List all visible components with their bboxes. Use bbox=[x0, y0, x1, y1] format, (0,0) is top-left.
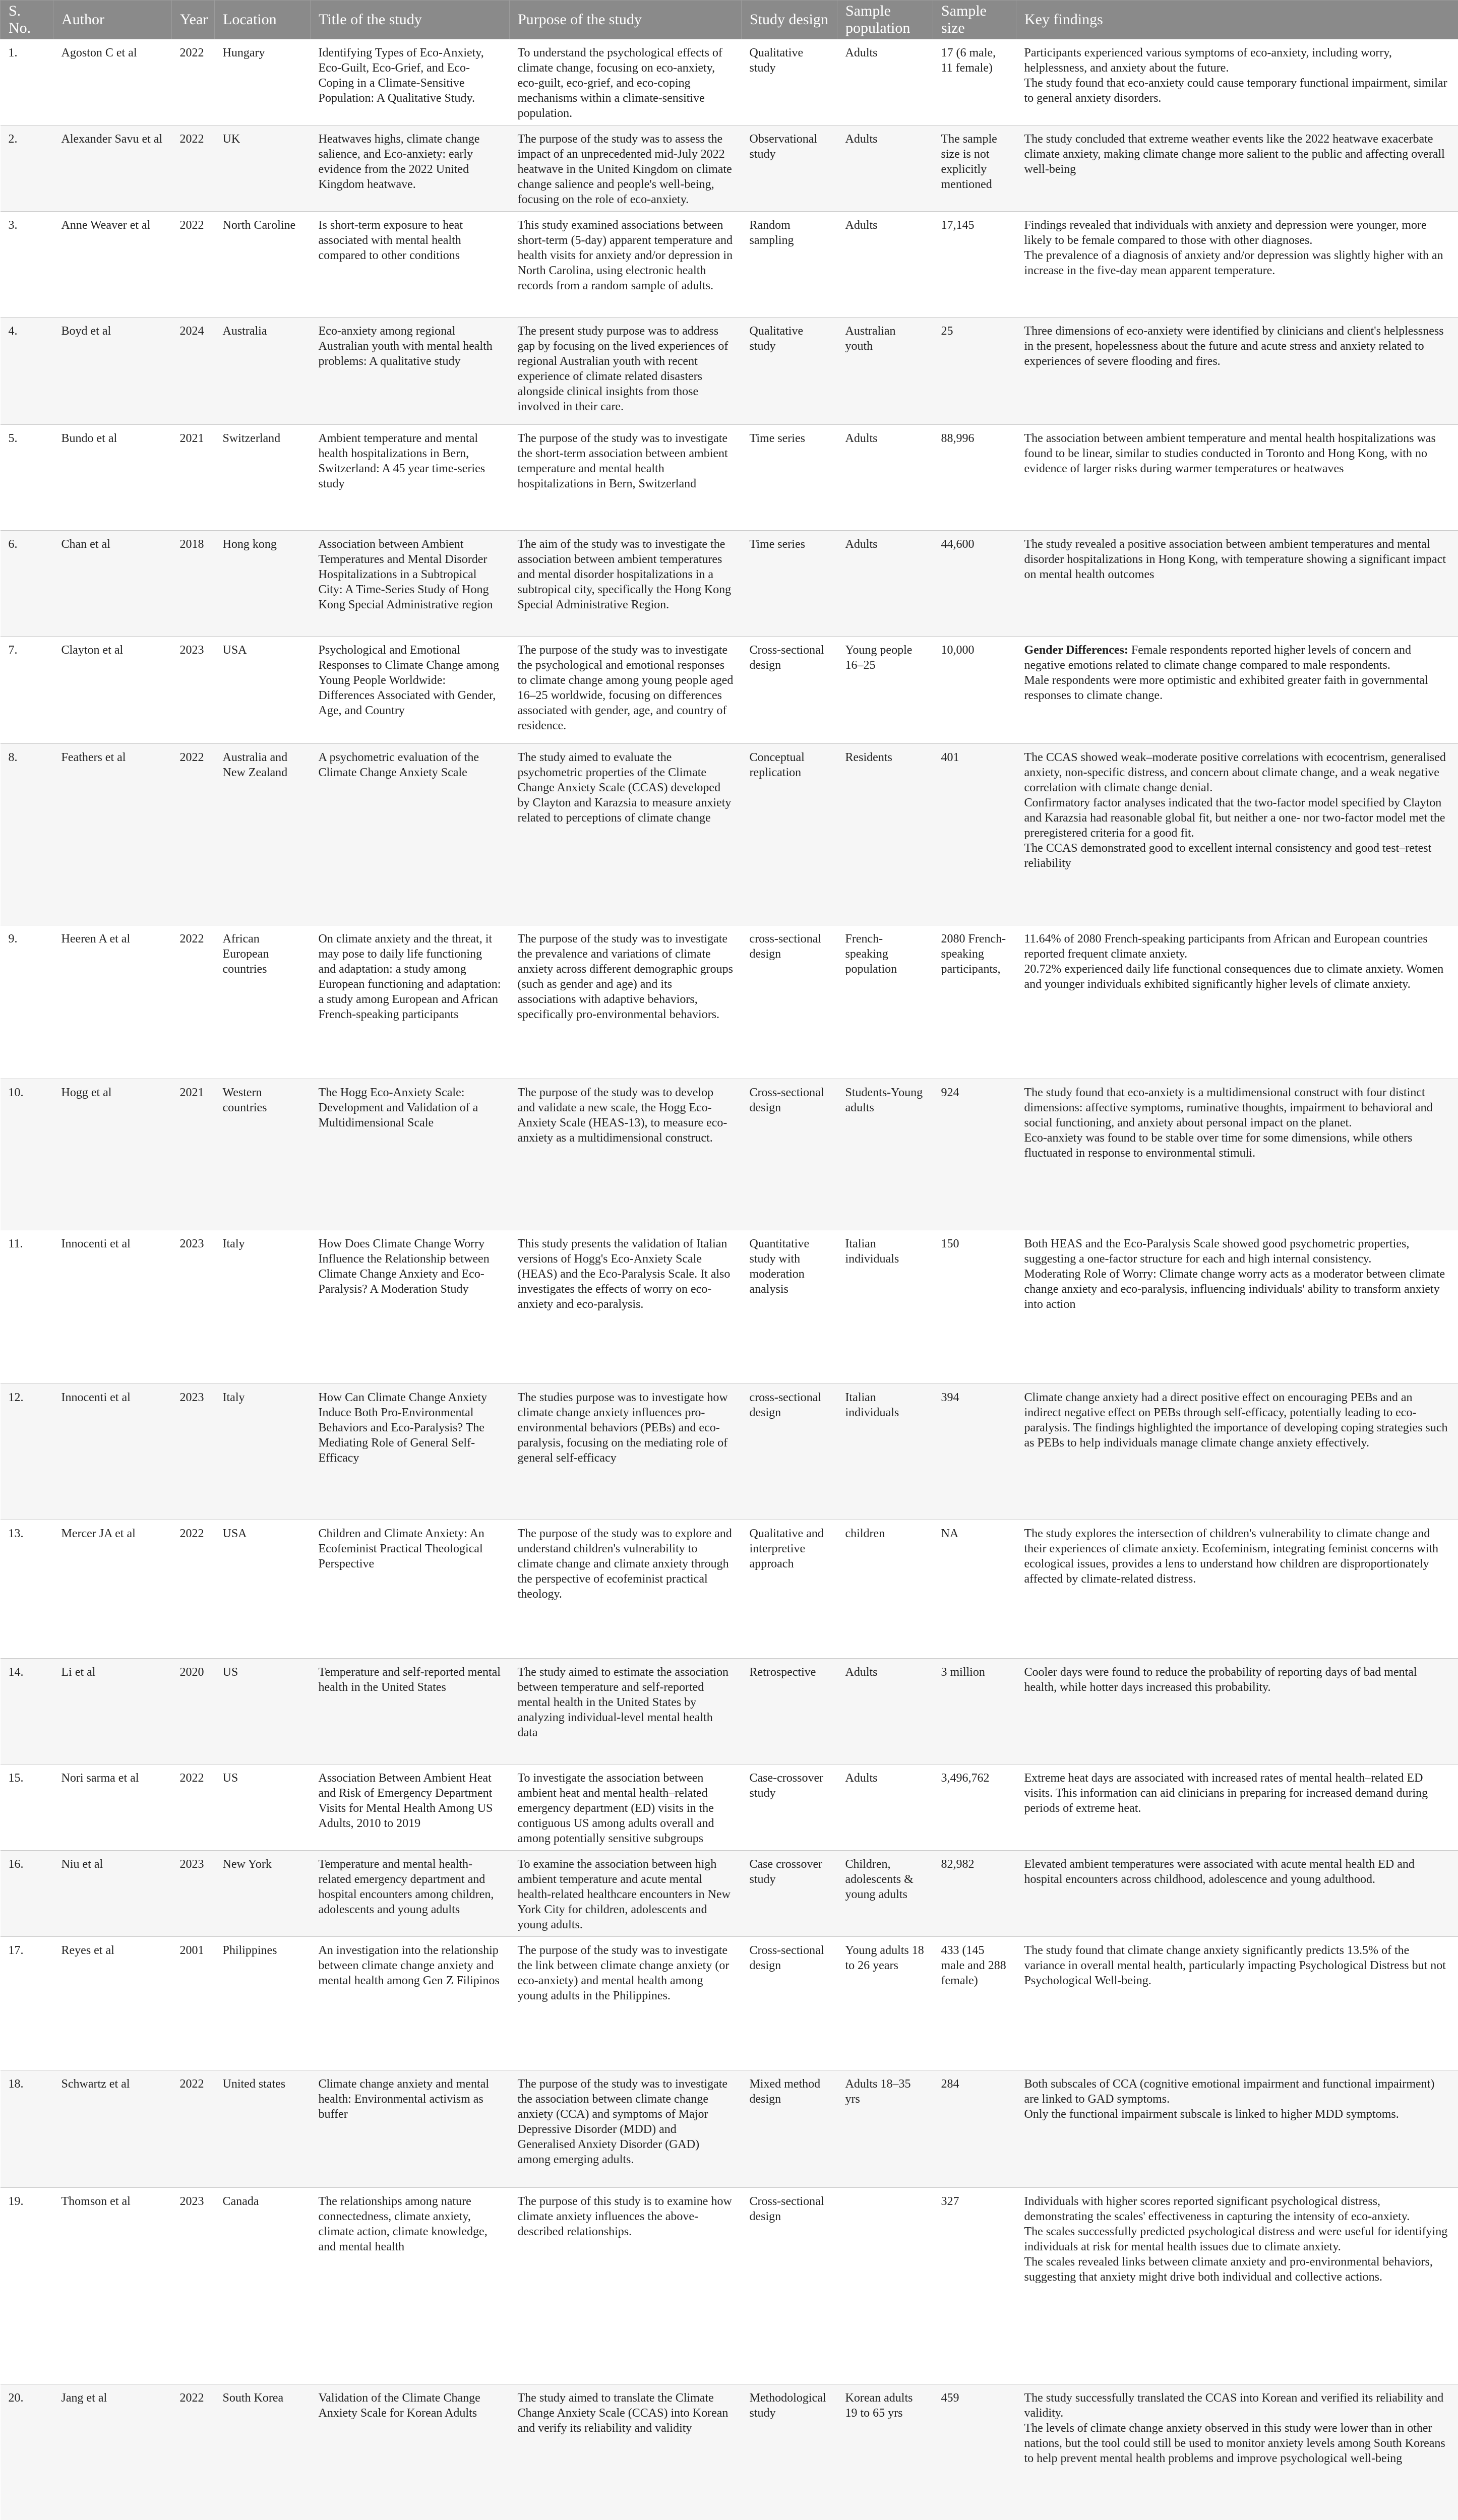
finding-text: The study concluded that extreme weather events like the 2022 heatwave exacerbate climate anxiety, making climate change more salient to the public and affecting overall well-being bbox=[1024, 133, 1445, 176]
cell-title: Association Between Ambient Heat and Risk of Emergency Department Visits for Mental Health Among US Adults, 2010 to 2019 bbox=[311, 1765, 510, 1851]
table-row bbox=[1, 531, 1458, 637]
cell-title: How Does Climate Change Worry Influence the Relationship between Climate Change Anxiety and Eco-Paralysis? A Moderation Study bbox=[311, 1230, 510, 1384]
cell-purpose: The purpose of the study was to explore and understand children's vulnerability to climate change and climate anxiety through the perspective of ecofeminist practical theology. bbox=[510, 1520, 742, 1659]
cell-purpose: The study aimed to evaluate the psychometric properties of the Climate Change Anxiety Scale (CCAS) developed by Clayton and Karazsia to measure anxiety related to perceptions of climate change bbox=[510, 744, 742, 925]
header-population: Sample population bbox=[837, 1, 933, 39]
cell-purpose: The purpose of the study was to investigate the psychological and emotional responses to climate change among young people aged 16–25 worldwide, focusing on differences associated with gender, age, and country of residence. bbox=[510, 637, 742, 744]
finding-text: 11.64% of 2080 French-speaking participants from African and European countries reported frequent climate anxiety. bbox=[1024, 932, 1428, 961]
cell-size: 10,000 bbox=[933, 637, 1016, 744]
cell-sno: 4. bbox=[1, 318, 53, 425]
cell-sno: 2. bbox=[1, 125, 53, 212]
cell-sno: 5. bbox=[1, 425, 53, 531]
cell-population: Young people 16–25 bbox=[837, 637, 933, 744]
finding-text: Participants experienced various symptoms of eco-anxiety, including worry, helplessness, and anxiety about the future. bbox=[1024, 46, 1392, 75]
cell-population bbox=[837, 2188, 933, 2384]
cell-design: Random sampling bbox=[742, 212, 837, 318]
cell-sno: 3. bbox=[1, 212, 53, 318]
cell-size: 17,145 bbox=[933, 212, 1016, 318]
cell-location: New York bbox=[215, 1851, 311, 1937]
cell-design: Case crossover study bbox=[742, 1851, 837, 1937]
cell-size: 82,982 bbox=[933, 1851, 1016, 1937]
cell-findings bbox=[1016, 744, 1458, 925]
cell-population: Adults bbox=[837, 1659, 933, 1765]
cell-author: Li et al bbox=[53, 1659, 172, 1765]
cell-location: United states bbox=[215, 2070, 311, 2188]
cell-design: Case-crossover study bbox=[742, 1765, 837, 1851]
cell-year: 2023 bbox=[172, 1384, 215, 1520]
cell-purpose: The purpose of the study was to investigate the association between climate change anxiety (CCA) and symptoms of Major Depressive Disorder (MDD) and Generalised Anxiety Disorder (GAD) among emerging adults. bbox=[510, 2070, 742, 2188]
cell-title: Is short-term exposure to heat associated with mental health compared to other conditions bbox=[311, 212, 510, 318]
cell-author: Innocenti et al bbox=[53, 1230, 172, 1384]
header-purpose: Purpose of the study bbox=[510, 1, 742, 39]
cell-population: Italian individuals bbox=[837, 1230, 933, 1384]
cell-title: Climate change anxiety and mental health: Environmental activism as buffer bbox=[311, 2070, 510, 2188]
header-location: Location bbox=[215, 1, 311, 39]
cell-size: 25 bbox=[933, 318, 1016, 425]
cell-location: South Korea bbox=[215, 2384, 311, 2520]
cell-size: 88,996 bbox=[933, 425, 1016, 531]
table-row bbox=[1, 39, 1458, 125]
cell-author: Innocenti et al bbox=[53, 1384, 172, 1520]
table-row bbox=[1, 318, 1458, 425]
table-row bbox=[1, 744, 1458, 925]
table-row bbox=[1, 425, 1458, 531]
cell-title: Identifying Types of Eco-Anxiety, Eco-Guilt, Eco-Grief, and Eco-Coping in a Climate-Sensitive Population: A Qualitative Study. bbox=[311, 39, 510, 125]
cell-author: Clayton et al bbox=[53, 637, 172, 744]
cell-size: The sample size is not explicitly mentioned bbox=[933, 125, 1016, 212]
finding-text: Three dimensions of eco-anxiety were identified by clinicians and client's helplessness in the present, hopelessness about the future and acute stress and anxiety related to experiences of severe flooding and fires. bbox=[1024, 325, 1444, 368]
cell-year: 2001 bbox=[172, 1937, 215, 2070]
table-row bbox=[1, 1937, 1458, 2070]
table-row bbox=[1, 1659, 1458, 1765]
cell-size: 459 bbox=[933, 2384, 1016, 2520]
cell-size: 3,496,762 bbox=[933, 1765, 1016, 1851]
cell-population: Children, adolescents & young adults bbox=[837, 1851, 933, 1937]
cell-title: An investigation into the relationship between climate change anxiety and mental health among Gen Z Filipinos bbox=[311, 1937, 510, 2070]
header-title: Title of the study bbox=[311, 1, 510, 39]
header-year: Year bbox=[172, 1, 215, 39]
cell-design: Quantitative study with moderation analysis bbox=[742, 1230, 837, 1384]
cell-author: Heeren A et al bbox=[53, 925, 172, 1079]
cell-location: Italy bbox=[215, 1384, 311, 1520]
cell-title: On climate anxiety and the threat, it may pose to daily life functioning and adaptation: a study among European functioning and adaptation: a study among European and African French-speaking participants bbox=[311, 925, 510, 1079]
cell-population: Adults bbox=[837, 531, 933, 637]
cell-author: Alexander Savu et al bbox=[53, 125, 172, 212]
cell-location: US bbox=[215, 1659, 311, 1765]
cell-sno: 9. bbox=[1, 925, 53, 1079]
cell-findings bbox=[1016, 212, 1458, 318]
table-row bbox=[1, 212, 1458, 318]
cell-year: 2023 bbox=[172, 2188, 215, 2384]
cell-year: 2020 bbox=[172, 1659, 215, 1765]
table-row bbox=[1, 1230, 1458, 1384]
cell-author: Niu et al bbox=[53, 1851, 172, 1937]
cell-purpose: This study presents the validation of Italian versions of Hogg's Eco-Anxiety Scale (HEAS) and the Eco-Paralysis Scale. It also investigates the effects of worry on eco-anxiety and eco-paralysis. bbox=[510, 1230, 742, 1384]
cell-title: Validation of the Climate Change Anxiety Scale for Korean Adults bbox=[311, 2384, 510, 2520]
cell-design: Cross-sectional design bbox=[742, 1079, 837, 1230]
cell-purpose: The purpose of this study is to examine how climate anxiety influences the above-described relationships. bbox=[510, 2188, 742, 2384]
cell-title: Ambient temperature and mental health hospitalizations in Bern, Switzerland: A 45 year time-series study bbox=[311, 425, 510, 531]
finding-text: Female respondents reported higher levels of concern and negative emotions related to climate change compared to male respondents. bbox=[1024, 644, 1412, 672]
cell-findings bbox=[1016, 1765, 1458, 1851]
cell-year: 2024 bbox=[172, 318, 215, 425]
cell-location: US bbox=[215, 1765, 311, 1851]
cell-findings bbox=[1016, 318, 1458, 425]
finding-text: Elevated ambient temperatures were associated with acute mental health ED and hospital encounters across childhood, adolescence and young adulthood. bbox=[1024, 1858, 1415, 1886]
cell-findings bbox=[1016, 2188, 1458, 2384]
cell-size: 44,600 bbox=[933, 531, 1016, 637]
finding-lead: Gender Differences: bbox=[1024, 644, 1128, 657]
table-row bbox=[1, 125, 1458, 212]
finding-text: The study successfully translated the CCAS into Korean and verified its reliability and validity. bbox=[1024, 2391, 1444, 2420]
cell-purpose: To examine the association between high ambient temperature and acute mental health-related healthcare encounters in New York City for children, adolescents and young adults. bbox=[510, 1851, 742, 1937]
cell-design: Cross-sectional design bbox=[742, 637, 837, 744]
cell-year: 2018 bbox=[172, 531, 215, 637]
finding-text: Both subscales of CCA (cognitive emotional impairment and functional impairment) are linked to GAD symptoms. bbox=[1024, 2077, 1435, 2106]
cell-author: Jang et al bbox=[53, 2384, 172, 2520]
cell-purpose: The purpose of the study was to investigate the short-term association between ambient temperature and mental health hospitalizations in Bern, Switzerland bbox=[510, 425, 742, 531]
cell-title: A psychometric evaluation of the Climate Change Anxiety Scale bbox=[311, 744, 510, 925]
cell-findings bbox=[1016, 39, 1458, 125]
finding-text: The scales revealed links between climate anxiety and pro-environmental behaviors, suggesting that anxiety might drive both individual and collective actions. bbox=[1024, 2255, 1433, 2284]
finding-text: Climate change anxiety had a direct positive effect on encouraging PEBs and an indirect negative effect on PEBs through self-efficacy, potentially leading to eco-paralysis. The findings highlighted the importance of developing coping strategies such as PEBs to help individuals manage climate change anxiety effectively. bbox=[1024, 1391, 1448, 1450]
cell-population: Korean adults 19 to 65 yrs bbox=[837, 2384, 933, 2520]
cell-sno: 18. bbox=[1, 2070, 53, 2188]
cell-sno: 10. bbox=[1, 1079, 53, 1230]
cell-location: Philippines bbox=[215, 1937, 311, 2070]
finding-text: 20.72% experienced daily life functional consequences due to climate anxiety. Women and younger individuals exhibited significantly higher levels of climate anxiety. bbox=[1024, 963, 1444, 991]
cell-findings bbox=[1016, 1384, 1458, 1520]
cell-findings bbox=[1016, 1659, 1458, 1765]
cell-sno: 19. bbox=[1, 2188, 53, 2384]
cell-size: 394 bbox=[933, 1384, 1016, 1520]
cell-location: Canada bbox=[215, 2188, 311, 2384]
cell-sno: 17. bbox=[1, 1937, 53, 2070]
cell-sno: 12. bbox=[1, 1384, 53, 1520]
cell-year: 2022 bbox=[172, 39, 215, 125]
finding-text: Both HEAS and the Eco-Paralysis Scale showed good psychometric properties, suggesting a one-factor structure for each and high internal consistency. bbox=[1024, 1237, 1410, 1266]
cell-size: NA bbox=[933, 1520, 1016, 1659]
cell-design: Time series bbox=[742, 425, 837, 531]
cell-population: French-speaking population bbox=[837, 925, 933, 1079]
cell-year: 2022 bbox=[172, 212, 215, 318]
cell-population: Adults bbox=[837, 1765, 933, 1851]
cell-author: Thomson et al bbox=[53, 2188, 172, 2384]
finding-text: The CCAS showed weak–moderate positive correlations with ecocentrism, generalised anxiety, non-specific distress, and concern about climate change, and a weak negative correlation with climate change denial. bbox=[1024, 751, 1446, 794]
cell-title: The relationships among nature connectedness, climate anxiety, climate action, climate knowledge, and mental health bbox=[311, 2188, 510, 2384]
cell-title: Temperature and mental health-related emergency department and hospital encounters among children, adolescents and young adults bbox=[311, 1851, 510, 1937]
cell-purpose: The purpose of the study was to investigate the prevalence and variations of climate anxiety across different demographic groups (such as gender and age) and its associations with adaptive behaviors, specifically pro-environmental behaviors. bbox=[510, 925, 742, 1079]
cell-author: Agoston C et al bbox=[53, 39, 172, 125]
header-row bbox=[1, 1, 1458, 39]
cell-author: Nori sarma et al bbox=[53, 1765, 172, 1851]
cell-size: 433 (145 male and 288 female) bbox=[933, 1937, 1016, 2070]
finding-text: The CCAS demonstrated good to excellent internal consistency and good test–retest reliability bbox=[1024, 842, 1432, 870]
cell-population: Adults bbox=[837, 125, 933, 212]
cell-design: Cross-sectional design bbox=[742, 1937, 837, 2070]
cell-size: 924 bbox=[933, 1079, 1016, 1230]
cell-findings bbox=[1016, 2384, 1458, 2520]
table-row bbox=[1, 1765, 1458, 1851]
finding-text: The study found that climate change anxiety significantly predicts 13.5% of the variance in overall mental health, particularly impacting Psychological Distress but not Psychological Well-being. bbox=[1024, 1944, 1446, 1987]
cell-findings bbox=[1016, 1937, 1458, 2070]
cell-sno: 20. bbox=[1, 2384, 53, 2520]
finding-text: Individuals with higher scores reported significant psychological distress, demonstrating the scales' effectiveness in capturing the intensity of eco-anxiety. bbox=[1024, 2195, 1410, 2223]
cell-findings bbox=[1016, 637, 1458, 744]
cell-sno: 7. bbox=[1, 637, 53, 744]
cell-year: 2022 bbox=[172, 2070, 215, 2188]
header-author: Author bbox=[53, 1, 172, 39]
cell-size: 2080 French-speaking participants, bbox=[933, 925, 1016, 1079]
cell-purpose: The study aimed to estimate the association between temperature and self-reported mental health in the United States by analyzing individual-level mental health data bbox=[510, 1659, 742, 1765]
cell-design: Observational study bbox=[742, 125, 837, 212]
cell-year: 2022 bbox=[172, 925, 215, 1079]
cell-size: 150 bbox=[933, 1230, 1016, 1384]
cell-findings bbox=[1016, 925, 1458, 1079]
cell-location: Hungary bbox=[215, 39, 311, 125]
cell-location: Switzerland bbox=[215, 425, 311, 531]
cell-author: Mercer JA et al bbox=[53, 1520, 172, 1659]
cell-author: Bundo et al bbox=[53, 425, 172, 531]
cell-sno: 8. bbox=[1, 744, 53, 925]
cell-year: 2023 bbox=[172, 637, 215, 744]
cell-title: Heatwaves highs, climate change salience, and Eco-anxiety: early evidence from the 2022 United Kingdom heatwave. bbox=[311, 125, 510, 212]
table-row bbox=[1, 2188, 1458, 2384]
cell-purpose: The purpose of the study was to assess the impact of an unprecedented mid-July 2022 heatwave in the United Kingdom on climate change salience and people's well-being, focusing on the role of eco-anxiety. bbox=[510, 125, 742, 212]
cell-size: 327 bbox=[933, 2188, 1016, 2384]
cell-purpose: To understand the psychological effects of climate change, focusing on eco-anxiety, eco-guilt, eco-grief, and eco-coping mechanisms within a climate-sensitive population. bbox=[510, 39, 742, 125]
finding-text: The study explores the intersection of children's vulnerability to climate change and their experiences of climate anxiety. Ecofeminism, integrating feminist concerns with ecological issues, provides a lens to understand how children are disproportionately affected by climate-related distress. bbox=[1024, 1527, 1438, 1586]
cell-purpose: The purpose of the study was to investigate the link between climate change anxiety (or eco-anxiety) and mental health among young adults in the Philippines. bbox=[510, 1937, 742, 2070]
cell-population: Residents bbox=[837, 744, 933, 925]
finding-text: Only the functional impairment subscale is linked to higher MDD symptoms. bbox=[1024, 2108, 1399, 2121]
cell-population: Adults bbox=[837, 39, 933, 125]
cell-design: Time series bbox=[742, 531, 837, 637]
cell-population: Young adults 18 to 26 years bbox=[837, 1937, 933, 2070]
finding-text: The study found that eco-anxiety could cause temporary functional impairment, similar to general anxiety disorders. bbox=[1024, 77, 1447, 105]
table-row bbox=[1, 2070, 1458, 2188]
finding-text: Eco-anxiety was found to be stable over time for some dimensions, while others fluctuated in response to environmental stimuli. bbox=[1024, 1131, 1413, 1160]
cell-author: Schwartz et al bbox=[53, 2070, 172, 2188]
cell-purpose: This study examined associations between short-term (5-day) apparent temperature and health visits for anxiety and/or depression in North Carolina, using electronic health records from a random sample of adults. bbox=[510, 212, 742, 318]
cell-design: Cross-sectional design bbox=[742, 2188, 837, 2384]
cell-location: Australia and New Zealand bbox=[215, 744, 311, 925]
cell-findings bbox=[1016, 1230, 1458, 1384]
cell-author: Boyd et al bbox=[53, 318, 172, 425]
cell-location: Italy bbox=[215, 1230, 311, 1384]
cell-design: Qualitative and interpretive approach bbox=[742, 1520, 837, 1659]
finding-text: The study found that eco-anxiety is a multidimensional construct with four distinct dimensions: affective symptoms, ruminative thoughts, impairment to behavioral and social functioning, and anxiety about personal impact on the planet. bbox=[1024, 1086, 1433, 1129]
table-row bbox=[1, 2384, 1458, 2520]
cell-design: Mixed method design bbox=[742, 2070, 837, 2188]
cell-year: 2022 bbox=[172, 744, 215, 925]
cell-title: How Can Climate Change Anxiety Induce Both Pro-Environmental Behaviors and Eco-Paralysis? The Mediating Role of General Self-Efficacy bbox=[311, 1384, 510, 1520]
cell-population: Adults 18–35 yrs bbox=[837, 2070, 933, 2188]
cell-findings bbox=[1016, 125, 1458, 212]
cell-design: Qualitative study bbox=[742, 39, 837, 125]
table-row bbox=[1, 925, 1458, 1079]
cell-size: 401 bbox=[933, 744, 1016, 925]
cell-title: The Hogg Eco-Anxiety Scale: Development and Validation of a Multidimensional Scale bbox=[311, 1079, 510, 1230]
cell-findings bbox=[1016, 1520, 1458, 1659]
cell-sno: 11. bbox=[1, 1230, 53, 1384]
cell-design: Retrospective bbox=[742, 1659, 837, 1765]
finding-text: The prevalence of a diagnosis of anxiety and/or depression was slightly higher with an increase in the five-day mean apparent temperature. bbox=[1024, 249, 1443, 277]
table-header bbox=[1, 1, 1458, 39]
cell-year: 2022 bbox=[172, 1520, 215, 1659]
cell-purpose: The study aimed to translate the Climate Change Anxiety Scale (CCAS) into Korean and verify its reliability and validity bbox=[510, 2384, 742, 2520]
cell-year: 2022 bbox=[172, 125, 215, 212]
table-body bbox=[1, 39, 1458, 2520]
cell-year: 2022 bbox=[172, 2384, 215, 2520]
cell-purpose: The purpose of the study was to develop and validate a new scale, the Hogg Eco-Anxiety Scale (HEAS-13), to measure eco-anxiety as a multidimensional construct. bbox=[510, 1079, 742, 1230]
finding-text: The association between ambient temperature and mental health hospitalizations was found to be linear, similar to studies conducted in Toronto and Hong Kong, with no evidence of larger risks during warmer temperatures or heatwaves bbox=[1024, 432, 1436, 475]
cell-title: Association between Ambient Temperatures and Mental Disorder Hospitalizations in a Subtropical City: A Time-Series Study of Hong Kong Special Administrative region bbox=[311, 531, 510, 637]
cell-title: Eco-anxiety among regional Australian youth with mental health problems: A qualitative study bbox=[311, 318, 510, 425]
cell-findings bbox=[1016, 1079, 1458, 1230]
finding-text: The levels of climate change anxiety observed in this study were lower than in other nations, but the tool could still be used to monitor anxiety levels among South Koreans to help prevent mental health problems and improve psychological well-being bbox=[1024, 2422, 1445, 2465]
cell-findings bbox=[1016, 425, 1458, 531]
finding-text: Moderating Role of Worry: Climate change worry acts as a moderator between climate change anxiety and eco-paralysis, influencing individuals' ability to transform anxiety into action bbox=[1024, 1268, 1445, 1311]
finding-text: Extreme heat days are associated with increased rates of mental health–related ED visits. This information can aid clinicians in preparing for increased demand during periods of extreme heat. bbox=[1024, 1772, 1428, 1815]
cell-design: Methodological study bbox=[742, 2384, 837, 2520]
cell-year: 2023 bbox=[172, 1230, 215, 1384]
cell-sno: 1. bbox=[1, 39, 53, 125]
cell-size: 17 (6 male, 11 female) bbox=[933, 39, 1016, 125]
cell-location: Australia bbox=[215, 318, 311, 425]
cell-findings bbox=[1016, 531, 1458, 637]
finding-text: The study revealed a positive association between ambient temperatures and mental disorder hospitalizations in Hong Kong, with temperature showing a significant impact on mental health outcomes bbox=[1024, 538, 1446, 581]
cell-author: Chan et al bbox=[53, 531, 172, 637]
cell-author: Feathers et al bbox=[53, 744, 172, 925]
finding-text: The scales successfully predicted psychological distress and were useful for identifying individuals at risk for mental health issues due to climate anxiety. bbox=[1024, 2225, 1448, 2253]
cell-year: 2021 bbox=[172, 1079, 215, 1230]
cell-findings bbox=[1016, 2070, 1458, 2188]
cell-year: 2022 bbox=[172, 1765, 215, 1851]
cell-findings bbox=[1016, 1851, 1458, 1937]
cell-location: USA bbox=[215, 637, 311, 744]
header-design: Study design bbox=[742, 1, 837, 39]
cell-population: Students-Young adults bbox=[837, 1079, 933, 1230]
cell-author: Reyes et al bbox=[53, 1937, 172, 2070]
cell-purpose: The present study purpose was to address gap by focusing on the lived experiences of regional Australian youth with recent experience of climate related disasters alongside clinical insights from those involved in their care. bbox=[510, 318, 742, 425]
cell-year: 2021 bbox=[172, 425, 215, 531]
cell-purpose: The studies purpose was to investigate how climate change anxiety influences pro-environmental behaviors (PEBs) and eco-paralysis, focusing on the mediating role of general self-efficacy bbox=[510, 1384, 742, 1520]
cell-author: Anne Weaver et al bbox=[53, 212, 172, 318]
cell-design: Conceptual replication bbox=[742, 744, 837, 925]
header-findings: Key findings bbox=[1016, 1, 1458, 39]
cell-size: 3 million bbox=[933, 1659, 1016, 1765]
cell-title: Children and Climate Anxiety: An Ecofeminist Practical Theological Perspective bbox=[311, 1520, 510, 1659]
cell-year: 2023 bbox=[172, 1851, 215, 1937]
header-size: Sample size bbox=[933, 1, 1016, 39]
cell-population: children bbox=[837, 1520, 933, 1659]
cell-sno: 16. bbox=[1, 1851, 53, 1937]
finding-text: Confirmatory factor analyses indicated that the two-factor model specified by Clayton and Karazsia had reasonable global fit, but neither a one- nor two-factor model met the preregistered criteria for a good fit. bbox=[1024, 796, 1445, 840]
cell-design: Qualitative study bbox=[742, 318, 837, 425]
cell-sno: 14. bbox=[1, 1659, 53, 1765]
cell-population: Australian youth bbox=[837, 318, 933, 425]
cell-sno: 13. bbox=[1, 1520, 53, 1659]
cell-size: 284 bbox=[933, 2070, 1016, 2188]
table-row bbox=[1, 1520, 1458, 1659]
cell-population: Adults bbox=[837, 212, 933, 318]
cell-population: Italian individuals bbox=[837, 1384, 933, 1520]
table-row bbox=[1, 1851, 1458, 1937]
cell-title: Temperature and self-reported mental health in the United States bbox=[311, 1659, 510, 1765]
finding-text: Findings revealed that individuals with anxiety and depression were younger, more likely to be female compared to those with other diagnoses. bbox=[1024, 219, 1427, 247]
cell-location: UK bbox=[215, 125, 311, 212]
cell-purpose: The aim of the study was to investigate the association between ambient temperatures and mental disorder hospitalizations in a subtropical city, specifically the Hong Kong Special Administrative Region. bbox=[510, 531, 742, 637]
header-sno: S. No. bbox=[1, 1, 53, 39]
cell-location: USA bbox=[215, 1520, 311, 1659]
cell-author: Hogg et al bbox=[53, 1079, 172, 1230]
finding-text: Male respondents were more optimistic and exhibited greater faith in governmental responses to climate change. bbox=[1024, 674, 1428, 702]
cell-purpose: To investigate the association between ambient heat and mental health–related emergency department (ED) visits in the contiguous US among adults overall and among potentially sensitive subgroups bbox=[510, 1765, 742, 1851]
table-row bbox=[1, 1384, 1458, 1520]
table-row bbox=[1, 637, 1458, 744]
cell-sno: 15. bbox=[1, 1765, 53, 1851]
finding-text: Cooler days were found to reduce the probability of reporting days of bad mental health, while hotter days increased this probability. bbox=[1024, 1666, 1417, 1694]
cell-design: cross-sectional design bbox=[742, 925, 837, 1079]
cell-title: Psychological and Emotional Responses to Climate Change among Young People Worldwide: Differences Associated with Gender, Age, and Country bbox=[311, 637, 510, 744]
cell-location: Hong kong bbox=[215, 531, 311, 637]
cell-population: Adults bbox=[837, 425, 933, 531]
cell-sno: 6. bbox=[1, 531, 53, 637]
cell-location: North Caroline bbox=[215, 212, 311, 318]
cell-design: cross-sectional design bbox=[742, 1384, 837, 1520]
cell-location: Western countries bbox=[215, 1079, 311, 1230]
cell-location: African European countries bbox=[215, 925, 311, 1079]
table-row bbox=[1, 1079, 1458, 1230]
